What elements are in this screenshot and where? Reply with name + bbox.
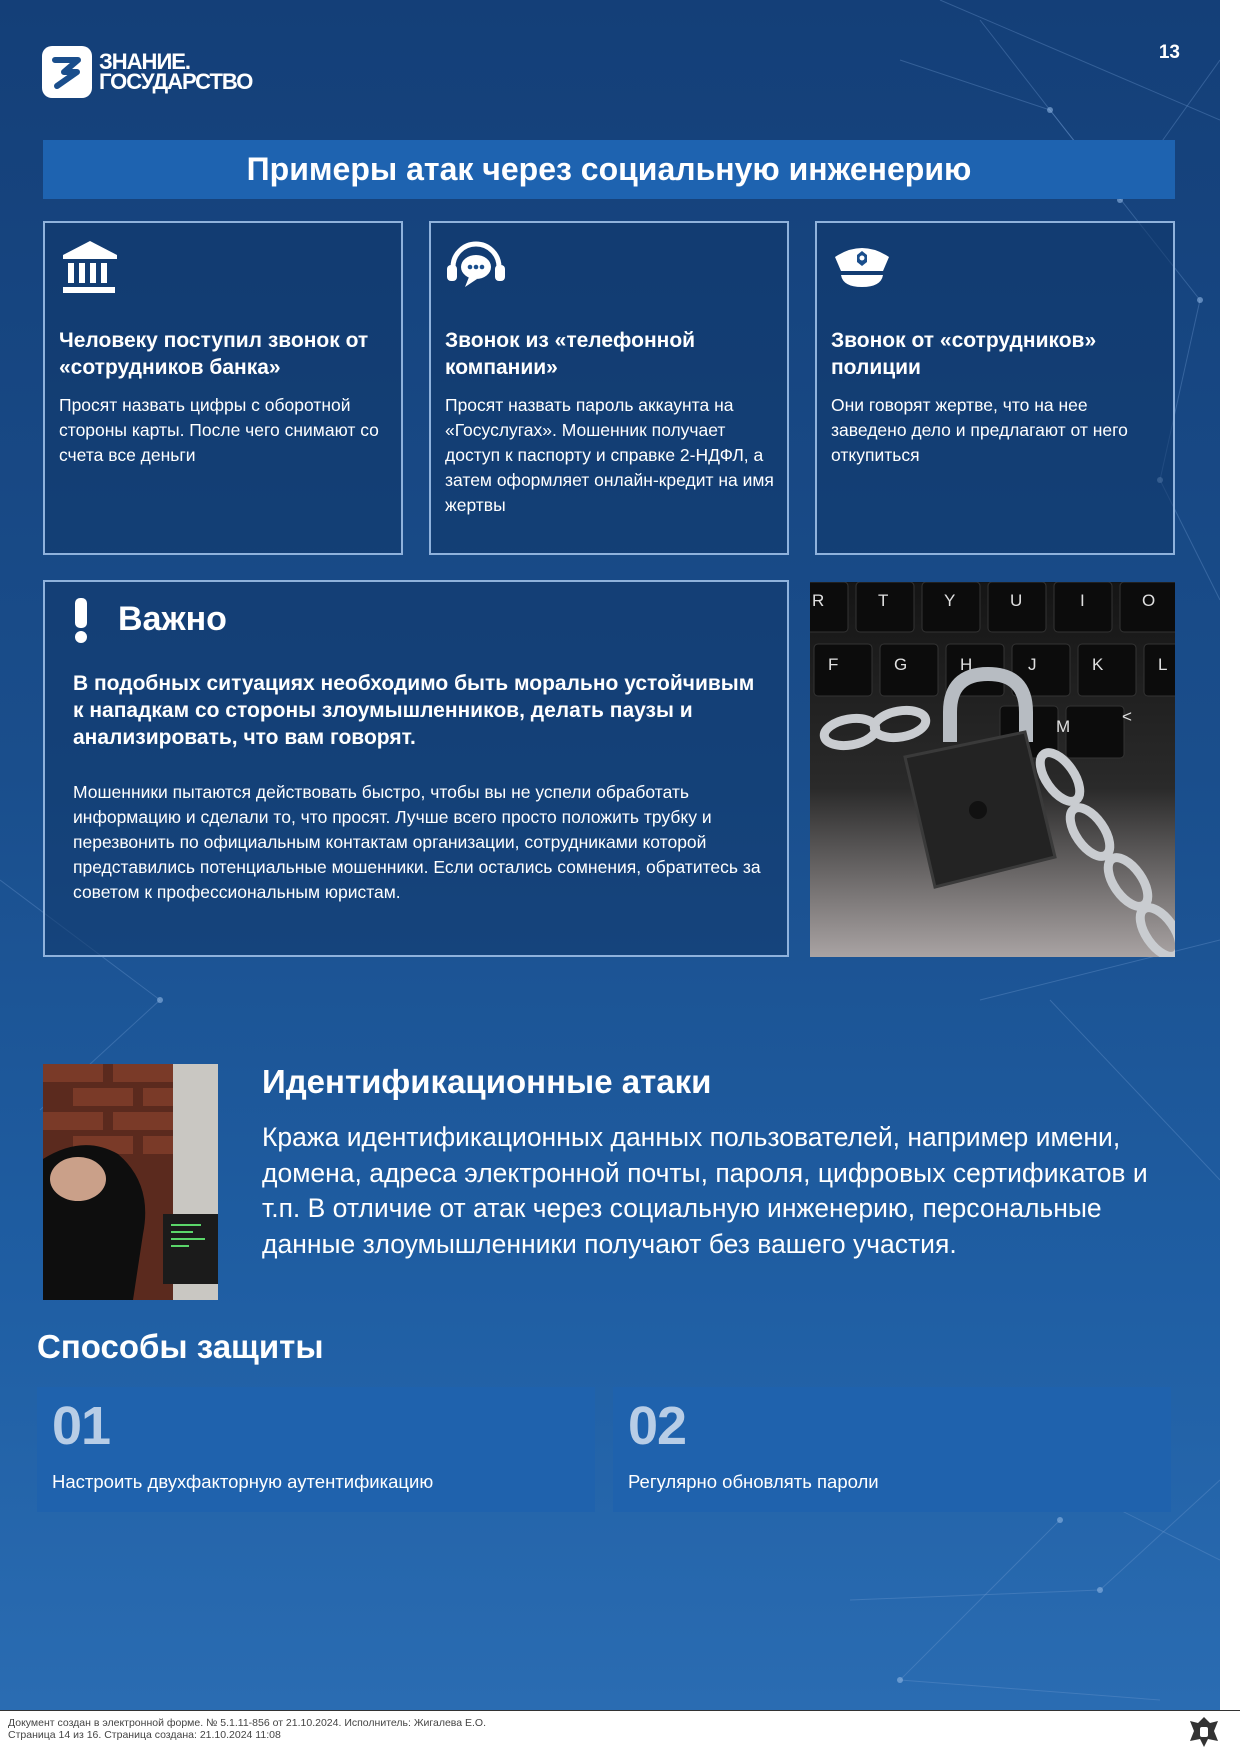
card-text: Они говорят жертве, что на нее заведено дело и предлагают от него откупиться [831, 395, 1128, 465]
person-at-computer-photo [43, 1064, 218, 1300]
logo-line-2: ГОСУДАРСТВО [99, 69, 253, 94]
step-number: 02 [628, 1396, 687, 1456]
page-number: 13 [1158, 42, 1180, 63]
protection-step [37, 1387, 595, 1512]
footer-line-1: Документ создан в электронной форме. № 5.1.11-856 от 21.10.2024. Исполнитель: Жигалева Е.О. [8, 1717, 487, 1729]
section-banner [43, 140, 1175, 199]
police-cap-icon [831, 237, 893, 299]
identification-text: Кража идентификационных данных пользователей, например имени, домена, адреса электронной почты, пароля, цифровых сертификатов и т.п. В отличие от атак через социальную инженерию, персональные данные злоумышленники получают без вашего участия. [262, 1122, 1148, 1259]
banner-title: Примеры атак через социальную инженерию [246, 151, 972, 187]
key-label: U [1010, 591, 1023, 610]
key-label: < [1122, 707, 1132, 726]
key-label: M [1056, 717, 1071, 736]
logo [42, 44, 282, 100]
support-chat-icon [445, 237, 507, 299]
card-title: Человеку поступил звонок от «сотрудников банка» [59, 329, 369, 379]
key-label: F [828, 655, 839, 674]
key-label: I [1080, 591, 1085, 610]
important-title: Важно [118, 600, 227, 638]
padlock-keyboard-photo [810, 582, 1175, 957]
card-text: Просят назвать цифры с оборотной стороны карты. После чего снимают со счета все деньги [59, 395, 379, 465]
exclamation-icon [69, 596, 93, 644]
key-label: L [1158, 655, 1168, 674]
important-box [43, 580, 789, 957]
card-title: Звонок от «сотрудников» полиции [831, 329, 1097, 379]
key-label: G [894, 655, 908, 674]
card-text: Просят назвать пароль аккаунта на «Госуслугах». Мошенник получает доступ к паспорту и справке 2-НДФЛ, а затем оформляет онлайн-кредит на имя жертвы [445, 395, 774, 515]
bank-icon [59, 237, 121, 299]
step-number: 01 [52, 1396, 111, 1456]
coat-of-arms-icon [1188, 1715, 1220, 1749]
card-title: Звонок из «телефонной компании» [445, 329, 696, 379]
key-label: R [812, 591, 825, 610]
step-text: Регулярно обновлять пароли [628, 1471, 879, 1492]
attack-card-police [815, 221, 1175, 555]
logo-mark-icon [42, 46, 92, 98]
protection-step [613, 1387, 1171, 1512]
important-lead: В подобных ситуациях необходимо быть морально устойчивым к нападкам со стороны злоумышленников, делать паузы и анализировать, что вам говорят. [73, 672, 755, 749]
key-label: H [960, 655, 973, 674]
identification-title: Идентификационные атаки [262, 1063, 712, 1100]
document-footer [0, 1710, 1240, 1756]
key-label: K [1092, 655, 1104, 674]
step-text: Настроить двухфакторную аутентификацию [52, 1471, 434, 1492]
logo-line-1: ЗНАНИЕ. [99, 49, 191, 74]
footer-line-2: Страница 14 из 16. Страница создана: 21.10.2024 11:08 [8, 1729, 281, 1741]
key-label: J [1028, 655, 1037, 674]
attack-card-bank [43, 221, 403, 555]
key-label: T [878, 591, 889, 610]
key-label: O [1142, 591, 1156, 610]
attack-card-phone-company [429, 221, 789, 555]
important-text: Мошенники пытаются действовать быстро, чтобы вы не успели обработать информацию и сделали то, что просят. Лучше всего просто положить трубку и перезвонить по официальным контактам организации, сотрудниками которой представились потенциальные мошенники. Если остались сомнения, обратитесь за советом к профессиональным юристам. [73, 782, 761, 902]
key-label: Y [944, 591, 956, 610]
protection-title: Способы защиты [37, 1328, 324, 1365]
